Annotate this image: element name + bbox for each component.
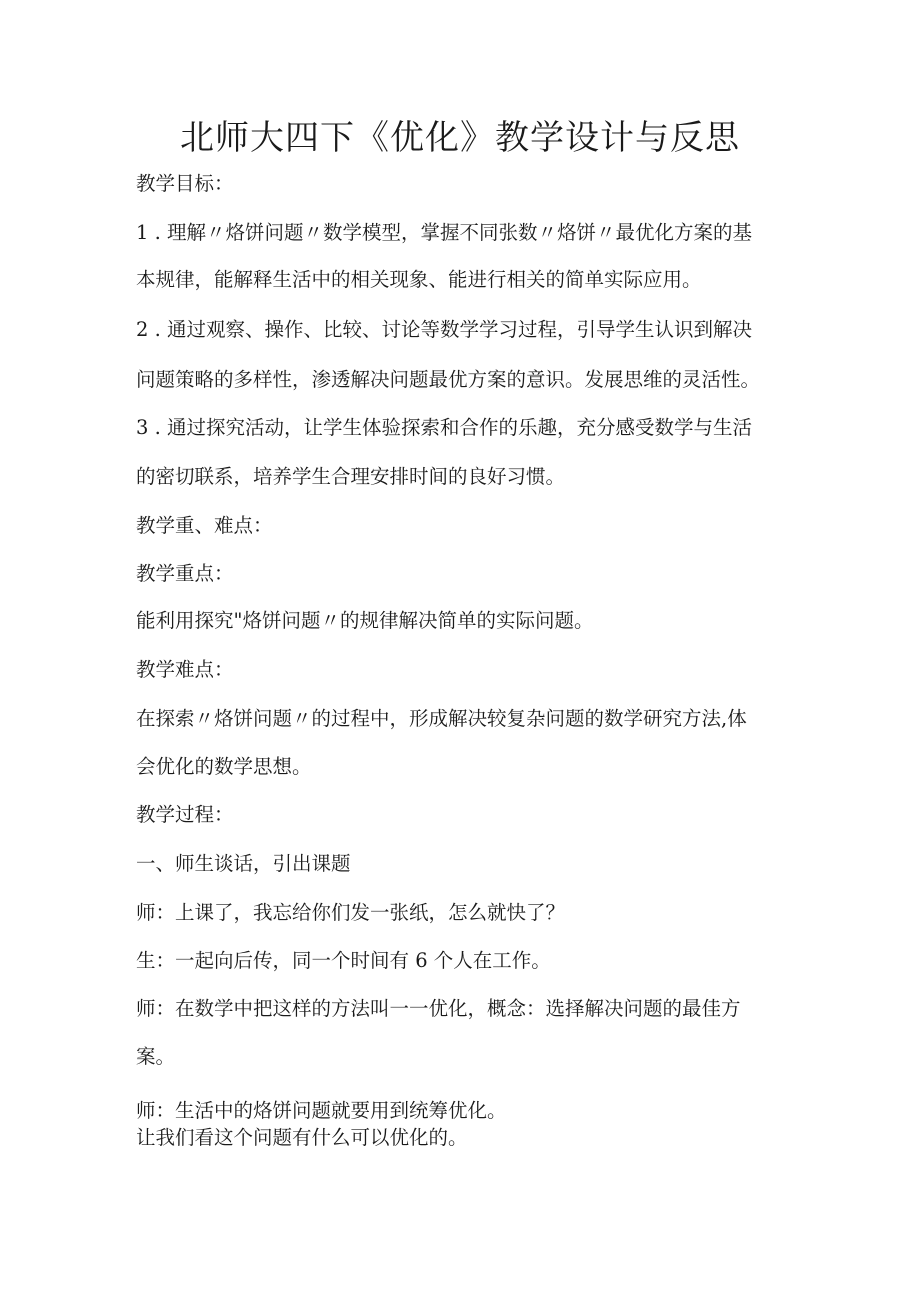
paragraph-line: 本规律，能解释生活中的相关现象、能进行相关的简单实际应用。 [136,268,702,291]
heading-key-points: 教学重点： [136,562,234,585]
paragraph-line: 让我们看这个问题有什么可以优化的。 [136,1126,468,1149]
heading-teaching-process: 教学过程： [136,803,234,826]
paragraph-line: 会优化的数学思想。 [136,755,312,778]
paragraph-line: 2 . 通过观察、操作、比较、讨论等数学学习过程，引导学生认识到解决 [136,318,753,341]
paragraph-line: 生：一起向后传，同一个时间有 6 个人在工作。 [136,949,551,972]
paragraph-line: 案。 [136,1045,176,1068]
paragraph-line: 师：在数学中把这样的方法叫一一优化，概念：选择解决问题的最佳方 [136,997,741,1020]
paragraph-line: 问题策略的多样性，渗透解决问题最优方案的意识。发展思维的灵活性。 [136,368,761,391]
paragraph-line: 师：上课了，我忘给你们发一张纸，怎么就快了？ [136,901,566,924]
paragraph-line: 师：生活中的烙饼问题就要用到统筹优化。 [136,1099,507,1122]
paragraph-line: 3 . 通过探究活动，让学生体验探索和合作的乐趣，充分感受数学与生活 [136,416,753,439]
heading-key-difficult-points: 教学重、难点： [136,514,273,537]
section-heading: 一、师生谈话，引出课题 [136,852,351,875]
heading-difficult-points: 教学难点： [136,658,234,681]
document-title: 北师大四下《优化》教学设计与反思 [180,118,740,158]
heading-teaching-goals: 教学目标： [136,172,234,195]
paragraph-line: 的密切联系，培养学生合理安排时间的良好习惯。 [136,465,566,488]
paragraph-line: 在探索〃烙饼问题〃的过程中，形成解决较复杂问题的数学研究方法,体 [136,707,747,730]
paragraph-line: 能利用探究"烙饼问题〃的规律解决简单的实际问题。 [136,609,594,632]
paragraph-line: 1 . 理解〃烙饼问题〃数学模型，掌握不同张数〃烙饼〃最优化方案的基 [136,221,753,244]
